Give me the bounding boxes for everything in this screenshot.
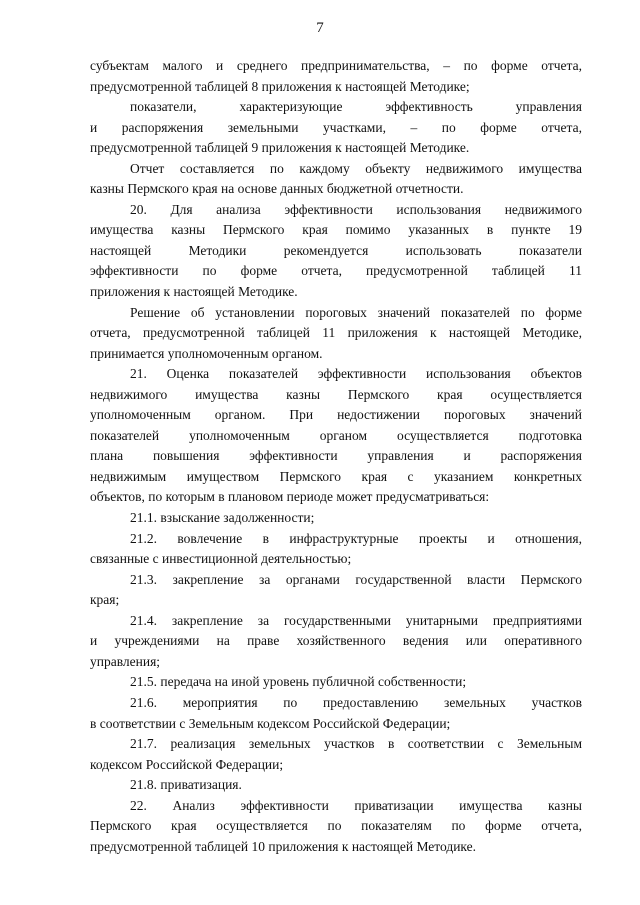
text-line: недвижимым имуществом Пермского края с указанием конкретных bbox=[90, 468, 582, 484]
text-line: показателей уполномоченным органом осуществляется подготовка bbox=[90, 427, 582, 443]
text-line: предусмотренной таблицей 9 приложения к настоящей Методике. bbox=[90, 140, 470, 156]
text-line: и учреждениями на праве хозяйственного ведения или оперативного bbox=[90, 633, 582, 649]
text-line: субъектам малого и среднего предпринимательства, – по форме отчета, bbox=[90, 58, 582, 73]
text-line: казны Пермского края на основе данных бюджетной отчетности. bbox=[90, 181, 464, 197]
text-line: отчета, предусмотренной таблицей 11 приложения к настоящей Методике, bbox=[90, 325, 582, 341]
text-line: предусмотренной таблицей 10 приложения к настоящей Методике. bbox=[90, 838, 477, 854]
text-line: уполномоченным органом. При недостижении пороговых значений bbox=[90, 407, 582, 423]
text-line: в соответствии с Земельным кодексом Российской Федерации; bbox=[90, 715, 451, 731]
page-number: 7 bbox=[316, 20, 324, 36]
text-line: плана повышения эффективности управления и распоряжения bbox=[90, 448, 582, 464]
text-line: эффективности по форме отчета, предусмотренной таблицей 11 bbox=[90, 263, 582, 279]
text-line: 20. Для анализа эффективности использования недвижимого bbox=[130, 201, 582, 217]
text-line: 21.4. закрепление за государственными унитарными предприятиями bbox=[130, 612, 582, 628]
text-line: 21.6. мероприятия по предоставлению земельных участков bbox=[130, 694, 582, 710]
text-line: 21.8. приватизация. bbox=[130, 777, 242, 793]
text-line: Пермского края осуществляется по показателям по форме отчета, bbox=[90, 818, 582, 834]
text-line: Отчет составляется по каждому объекту недвижимого имущества bbox=[130, 160, 582, 176]
document-body bbox=[90, 56, 582, 857]
text-line: показатели, характеризующие эффективность управления bbox=[130, 99, 582, 115]
text-line: приложения к настоящей Методике. bbox=[90, 284, 298, 300]
text-line: 21. Оценка показателей эффективности использования объектов bbox=[130, 366, 582, 382]
text-line: недвижимого имущества казны Пермского края осуществляется bbox=[90, 386, 582, 402]
text-line: и распоряжения земельными участками, – по форме отчета, bbox=[90, 119, 582, 135]
text-line: имущества казны Пермского края помимо указанных в пункте 19 bbox=[90, 222, 582, 238]
text-line: 21.5. передача на иной уровень публичной собственности; bbox=[130, 674, 467, 690]
text-line: кодексом Российской Федерации; bbox=[90, 756, 284, 772]
text-line: связанные с инвестиционной деятельностью; bbox=[90, 551, 352, 567]
text-line: края; bbox=[90, 592, 120, 608]
text-line: 21.1. взыскание задолженности; bbox=[130, 510, 315, 526]
text-line: предусмотренной таблицей 8 приложения к настоящей Методике; bbox=[90, 78, 470, 94]
text-line: 22. Анализ эффективности приватизации имущества казны bbox=[130, 797, 582, 813]
text-line: настоящей Методики рекомендуется использовать показатели bbox=[90, 242, 582, 258]
text-line: управления; bbox=[90, 653, 161, 669]
text-line: 21.3. закрепление за органами государственной власти Пермского bbox=[130, 571, 582, 587]
text-line: принимается уполномоченным органом. bbox=[90, 345, 323, 361]
text-line: 21.7. реализация земельных участков в соответствии с Земельным bbox=[130, 736, 582, 752]
text-line: объектов, по которым в плановом периоде может предусматриваться: bbox=[90, 489, 490, 505]
text-line: 21.2. вовлечение в инфраструктурные проекты и отношения, bbox=[130, 530, 582, 546]
text-line: Решение об установлении пороговых значений показателей по форме bbox=[130, 304, 582, 320]
